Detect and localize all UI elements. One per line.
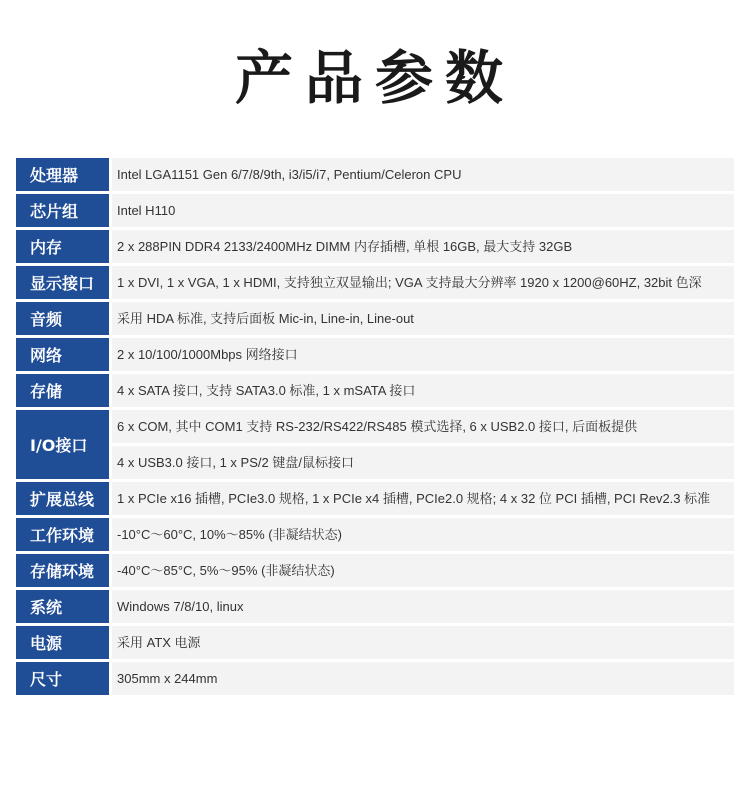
spec-row [16, 374, 734, 410]
spec-value: 4 x USB3.0 接口, 1 x PS/2 键盘/鼠标接口 [112, 446, 734, 482]
spec-label: 显示接口 [16, 266, 109, 302]
spec-value: -10°C～60°C, 10%～85% (非凝结状态) [112, 518, 734, 554]
spec-values [112, 554, 734, 590]
spec-values [112, 338, 734, 374]
spec-label: 芯片组 [16, 194, 109, 230]
spec-value: 1 x PCIe x16 插槽, PCIe3.0 规格, 1 x PCIe x4 插槽, PCIe2.0 规格; 4 x 32 位 PCI 插槽, PCI Rev2.3 标准 [112, 482, 734, 518]
spec-value: Windows 7/8/10, linux [112, 590, 734, 626]
spec-values [112, 590, 734, 626]
spec-values [112, 482, 734, 518]
spec-row [16, 338, 734, 374]
spec-values [112, 662, 734, 698]
spec-values [112, 410, 734, 482]
spec-values [112, 374, 734, 410]
spec-row [16, 230, 734, 266]
spec-label: 电源 [16, 626, 109, 662]
spec-row [16, 194, 734, 230]
spec-label: 系统 [16, 590, 109, 626]
spec-value: 305mm x 244mm [112, 662, 734, 698]
spec-value: 采用 HDA 标准, 支持后面板 Mic-in, Line-in, Line-out [112, 302, 734, 338]
spec-value: 4 x SATA 接口, 支持 SATA3.0 标准, 1 x mSATA 接口 [112, 374, 734, 410]
spec-label: 处理器 [16, 158, 109, 194]
spec-row [16, 410, 734, 482]
spec-value: 1 x DVI, 1 x VGA, 1 x HDMI, 支持独立双显输出; VGA 支持最大分辨率 1920 x 1200@60HZ, 32bit 色深 [112, 266, 734, 302]
spec-row [16, 482, 734, 518]
spec-value: 6 x COM, 其中 COM1 支持 RS-232/RS422/RS485 模式选择, 6 x USB2.0 接口, 后面板提供 [112, 410, 734, 446]
spec-row [16, 662, 734, 698]
spec-values [112, 230, 734, 266]
spec-values [112, 626, 734, 662]
spec-value: Intel LGA1151 Gen 6/7/8/9th, i3/i5/i7, Pentium/Celeron CPU [112, 158, 734, 194]
spec-row [16, 554, 734, 590]
spec-values [112, 302, 734, 338]
spec-values [112, 518, 734, 554]
spec-row [16, 302, 734, 338]
spec-row [16, 266, 734, 302]
spec-row [16, 158, 734, 194]
spec-label: 存储 [16, 374, 109, 410]
spec-values [112, 158, 734, 194]
spec-label: 扩展总线 [16, 482, 109, 518]
spec-label: 存储环境 [16, 554, 109, 590]
spec-table [16, 158, 734, 698]
spec-value: 采用 ATX 电源 [112, 626, 734, 662]
spec-value: Intel H110 [112, 194, 734, 230]
spec-label: 内存 [16, 230, 109, 266]
spec-label: I/O接口 [16, 410, 109, 482]
spec-value: 2 x 288PIN DDR4 2133/2400MHz DIMM 内存插槽, 单根 16GB, 最大支持 32GB [112, 230, 734, 266]
spec-label: 工作环境 [16, 518, 109, 554]
spec-value: -40°C～85°C, 5%～95% (非凝结状态) [112, 554, 734, 590]
spec-value: 2 x 10/100/1000Mbps 网络接口 [112, 338, 734, 374]
spec-values [112, 266, 734, 302]
spec-label: 网络 [16, 338, 109, 374]
spec-row [16, 518, 734, 554]
spec-row [16, 590, 734, 626]
spec-label: 尺寸 [16, 662, 109, 698]
spec-label: 音频 [16, 302, 109, 338]
spec-row [16, 626, 734, 662]
spec-values [112, 194, 734, 230]
page-title: 产品参数 [234, 44, 515, 112]
